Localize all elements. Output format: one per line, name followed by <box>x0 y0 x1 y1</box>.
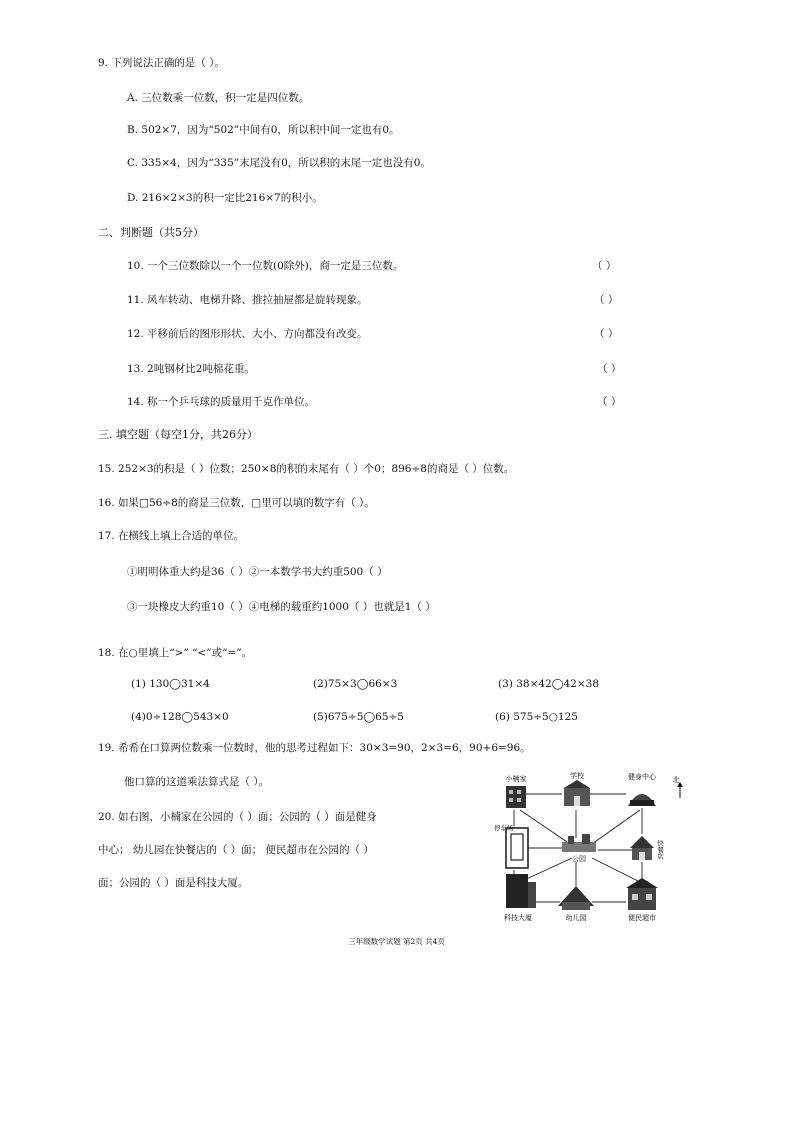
q17-stem: 17. 在横线上填上合适的单位。 <box>98 530 245 542</box>
gym-building-icon <box>628 794 656 806</box>
page-footer: 三年级数学试题 第2页 共4页 <box>348 937 445 946</box>
q12-answer-blank[interactable]: （ ） <box>594 328 619 340</box>
q18-cell-6: (6) 575÷5○125 <box>495 711 578 723</box>
q17-row-1: ①明明体重大约是36（ ）②一本数学书大约重500（ ） <box>127 566 388 578</box>
park-icon <box>562 834 596 852</box>
fastfood-building-icon <box>630 836 654 860</box>
q10-answer-blank[interactable]: （ ） <box>592 260 617 272</box>
direction-map-figure <box>492 770 692 930</box>
q9-option-a: A. 三位数乘一位数，积一定是四位数。 <box>127 92 310 104</box>
map-label-home: 小楠家 <box>505 775 527 783</box>
q13-answer-blank[interactable]: （ ） <box>597 363 622 375</box>
q18-cell-4: (4)0÷128◯543×0 <box>131 711 229 723</box>
q16-text: 16. 如果□56÷8的商是三位数，□里可以填的数字有（ ）。 <box>98 497 375 509</box>
q17-row-2: ③一块橡皮大约重10（ ）④电梯的载重约1000（ ）也就是1（ ） <box>127 601 436 613</box>
home-building-icon <box>506 786 526 808</box>
q10-text: 10. 一个三位数除以一个一位数(0除外)，商一定是三位数。 <box>127 260 404 272</box>
section2-title: 二、判断题（共5分） <box>98 226 204 239</box>
q18-cell-1: (1) 130◯31×4 <box>131 678 210 690</box>
q9-option-d: D. 216×2×3的积一定比216×7的积小。 <box>127 192 323 204</box>
q9-stem: 9. 下列说法正确的是（ ）。 <box>98 57 225 69</box>
q18-cell-3: (3) 38×42◯42×38 <box>498 678 600 690</box>
north-arrow-icon <box>677 782 683 798</box>
map-label-parking-text: 停车场 <box>494 824 514 832</box>
q19-stem: 19. 希希在口算两位数乘一位数时，他的思考过程如下：30×3=90，2×3=6，90+6=96。 <box>98 742 531 754</box>
map-label-park: 公园 <box>572 855 586 863</box>
map-label-gym: 健身中心 <box>628 773 656 781</box>
q11-text: 11. 风车转动、电梯升降、推拉抽屉都是旋转现象。 <box>127 294 368 306</box>
q20-line-3: 面；公园的（ ）面是科技大厦。 <box>98 877 249 889</box>
map-label-parking <box>494 823 514 832</box>
map-label-north: 北 <box>672 776 680 784</box>
q19-line-2: 他口算的这道乘法算式是（ ）。 <box>124 776 270 788</box>
map-label-tech: 科技大厦 <box>504 914 532 922</box>
q18-cell-5: (5)675÷5◯65÷5 <box>313 711 404 723</box>
q14-text: 14. 称一个乒乓球的质量用千克作单位。 <box>127 396 316 408</box>
map-label-school: 学校 <box>570 772 584 780</box>
map-label-market: 便民超市 <box>628 914 656 922</box>
q18-stem: 18. 在○里填上“>” “<”或“=”。 <box>98 647 253 659</box>
q20-line-1: 20. 如右图，小楠家在公园的（ ）面；公园的（ ）面是健身 <box>98 811 377 823</box>
q13-text: 13. 2吨钢材比2吨棉花重。 <box>127 363 255 375</box>
map-label-kindergarten: 幼儿园 <box>565 914 587 922</box>
tech-building-icon <box>506 874 536 908</box>
market-building-icon <box>626 878 658 910</box>
q20-line-2: 中心； 幼儿园在快餐店的（ ）面； 便民超市在公园的（ ） <box>98 844 374 856</box>
q14-answer-blank[interactable]: （ ） <box>597 396 622 408</box>
parking-lot-icon <box>506 828 528 868</box>
section3-title: 三. 填空题（每空1分，共26分） <box>98 428 258 441</box>
map-label-fastfood: 快餐店 <box>656 840 664 860</box>
q18-cell-2: (2)75×3◯66×3 <box>313 678 398 690</box>
q9-option-b: B. 502×7，因为“502”中间有0，所以积中间一定也有0。 <box>127 124 400 136</box>
school-building-icon <box>564 780 590 806</box>
kindergarten-building-icon <box>558 886 594 910</box>
q15-text: 15. 252×3的积是（ ）位数；250×8的积的末尾有（ ）个0；896÷8的商是（ ）位数。 <box>98 463 515 475</box>
q9-option-c: C. 335×4，因为“335”末尾没有0，所以积的末尾一定也没有0。 <box>127 157 431 169</box>
q11-answer-blank[interactable]: （ ） <box>594 294 619 306</box>
q12-text: 12. 平移前后的图形形状、大小、方向都没有改变。 <box>127 328 368 340</box>
